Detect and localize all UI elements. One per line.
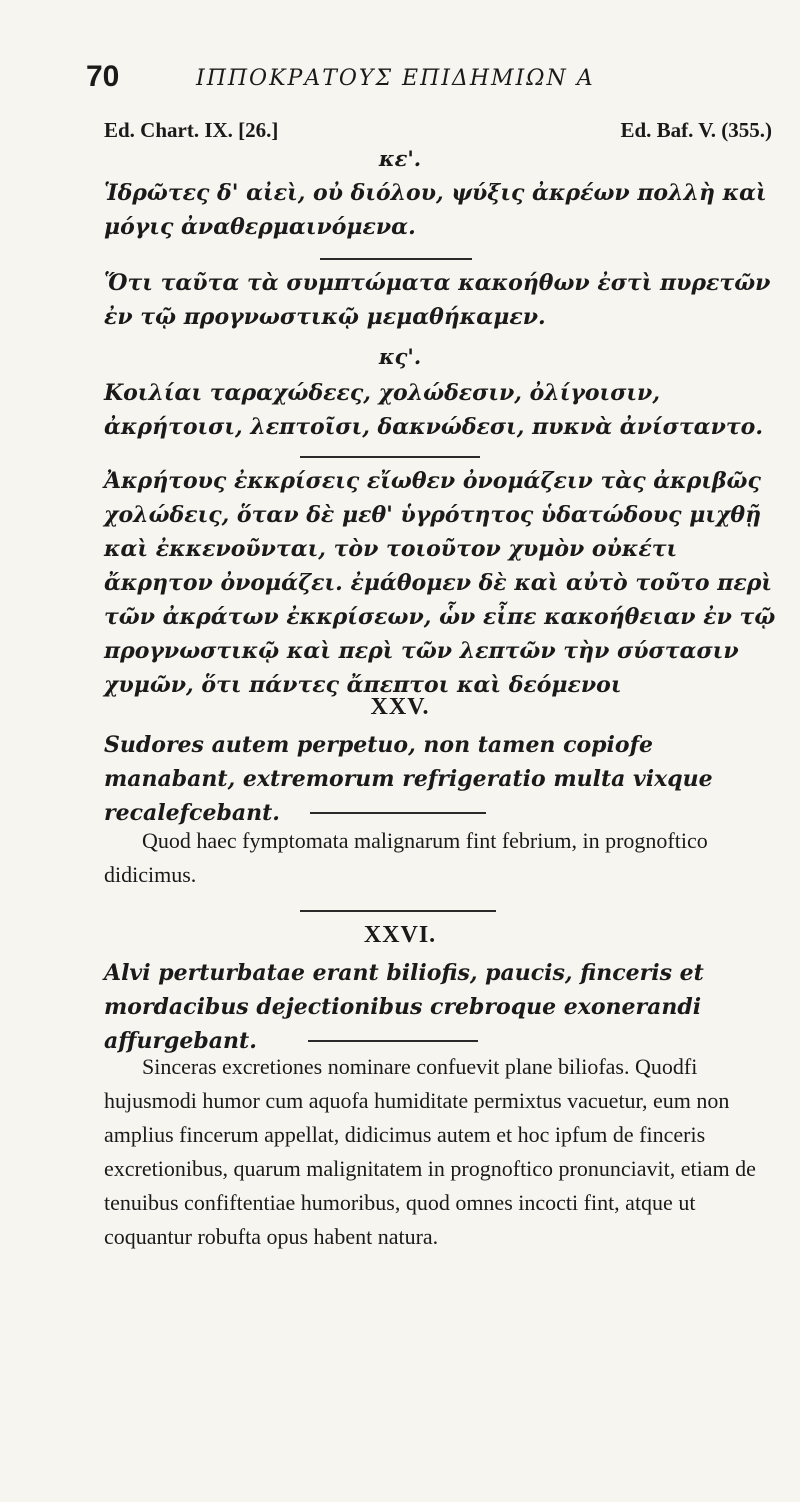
divider bbox=[300, 910, 496, 912]
greek-comment-25: Ὅτι ταῦτα τὰ συμπτώματα κακοήθων ἐστὶ πυρετῶν ἐν τῷ προγνωστικῷ μεμαθήκαμεν. bbox=[104, 270, 771, 330]
latin-text-25 bbox=[104, 728, 784, 830]
greek-commentary-26 bbox=[104, 464, 784, 702]
section-number-26-greek: κς'. bbox=[378, 344, 422, 369]
greek-aphorism-26: Κοιλίαι ταραχώδεες, χολώδεσιν, ὀλίγοισιν, ἀκρήτοισι, λεπτοῖσι, δακνώδεσι, πυκνὰ ἀνίσταντο. bbox=[104, 380, 764, 440]
edition-basel: Ed. Baf. V. (355.) bbox=[620, 118, 772, 142]
greek-text-25 bbox=[104, 176, 784, 244]
divider bbox=[310, 812, 486, 814]
latin-comment-25: Quod haec fymptomata malignarum fint febrium, in prognoftico didicimus. bbox=[104, 828, 708, 887]
greek-aphorism-25: Ἱδρῶτες δ' αἰεὶ, οὐ διόλου, ψύξις ἀκρέων πολλὴ καὶ μόγις ἀναθερμαινόμενα. bbox=[104, 180, 767, 240]
section-heading-xxvi: XXVI. bbox=[363, 922, 437, 948]
latin-commentary-26 bbox=[104, 1050, 784, 1254]
divider bbox=[300, 456, 480, 458]
divider bbox=[308, 1040, 478, 1042]
running-head bbox=[86, 60, 786, 100]
latin-commentary-25 bbox=[104, 824, 784, 892]
greek-comment-26: Ἀκρήτους ἐκκρίσεις εἴωθεν ὀνομάζειν τὰς ἀκριβῶς χολώδεις, ὅταν δὲ μεθ' ὑγρότητος ὑδατώδους μιχθῇ καὶ ἐκκενοῦνται, τὸν τοιοῦτον χυμὸν οὐκέτι ἄκρητον ὀνομάζει. ἐμάθομεν δὲ καὶ αὐτὸ τοῦτο περὶ τῶν ἀκράτων ἐκκρίσεων, ὧν εἶπε κακοήθειαν ἐν τῷ προγνωστικῷ καὶ περὶ τῶν λεπτῶν τὴν σύστασιν χυμῶν, ὅτι πάντες ἄπεπτοι καὶ δεόμενοι bbox=[104, 468, 776, 698]
section-number-25-greek: κε'. bbox=[378, 146, 422, 171]
latin-comment-26: Sinceras excretiones nominare confuevit plane biliofas. Quodfi hujusmodi humor cum aquofa humiditate permixtus vacuetur, eum non amplius fincerum appellat, didicimus autem et hoc ipfum de finceris excretionibus, quarum malignitatem in prognoftico pronunciavit, etiam de tenuibus confiftentiae humoribus, quod omnes incocti fint, atque ut coquantur robufta opus habent natura. bbox=[104, 1054, 756, 1249]
latin-aphorism-26: Alvi perturbatae erant biliofis, paucis, finceris et mordacibus dejectionibus crebroque exonerandi affurgebant. bbox=[104, 960, 704, 1054]
latin-text-26 bbox=[104, 956, 784, 1058]
latin-aphorism-25: Sudores autem perpetuo, non tamen copiofe manabant, extremorum refrigeratio multa vixque recalefcebant. bbox=[104, 732, 713, 826]
divider bbox=[320, 258, 472, 260]
edition-chartier: Ed. Chart. IX. [26.] bbox=[104, 118, 279, 142]
greek-commentary-25 bbox=[104, 266, 784, 334]
greek-text-26 bbox=[104, 376, 784, 444]
running-title: ΙΠΠΟΚΡΑΤΟΥΣ ΕΠΙΔΗΜΙΩΝ Α bbox=[196, 66, 595, 91]
page-number: 70 bbox=[86, 60, 120, 93]
section-heading-xxv: XXV. bbox=[370, 694, 430, 720]
edition-line bbox=[104, 118, 784, 148]
